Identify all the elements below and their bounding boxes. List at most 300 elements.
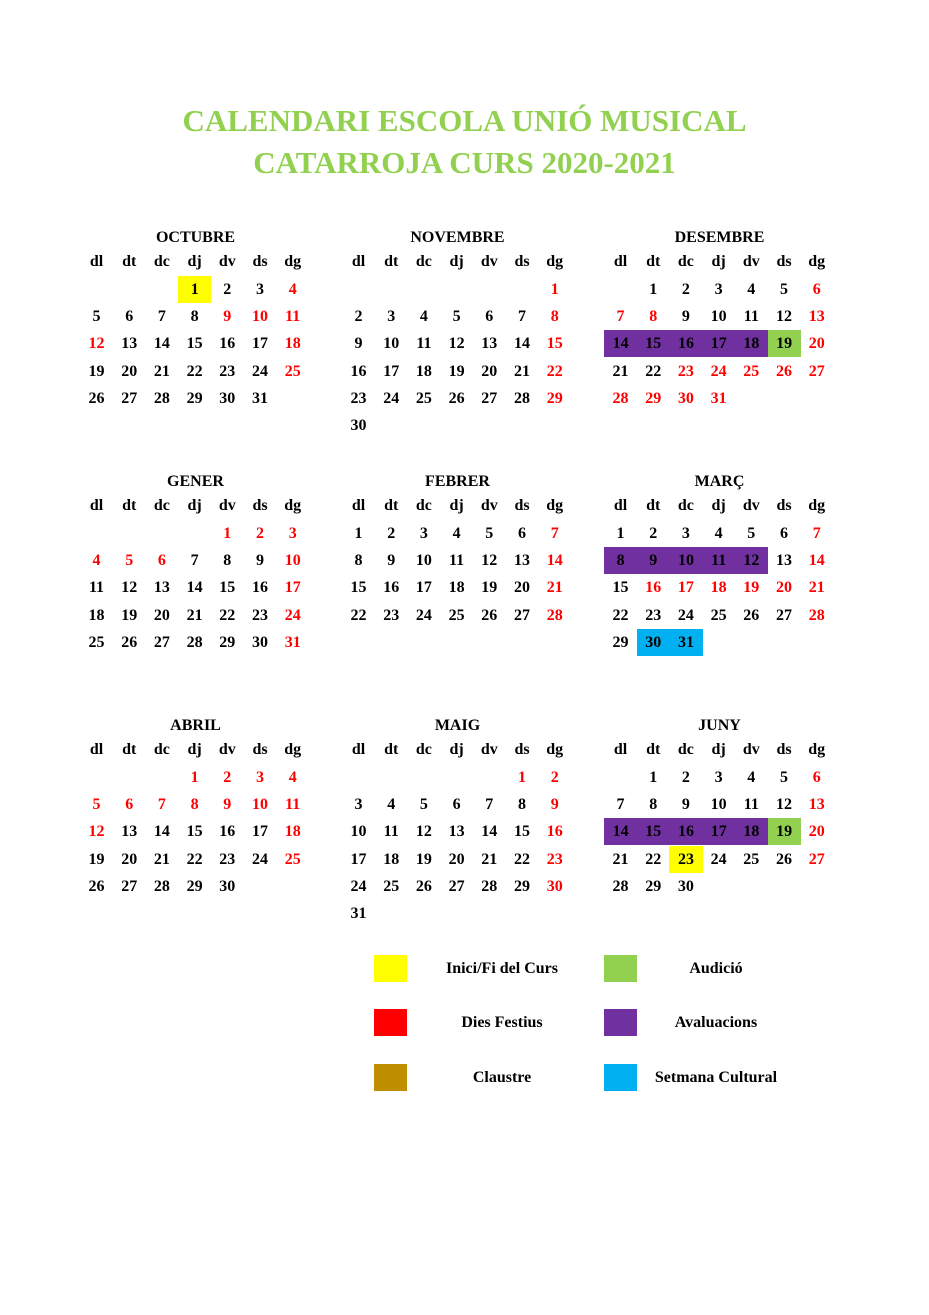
month-name: OCTUBRE — [155, 229, 236, 246]
day-cell: 23 — [350, 389, 367, 407]
day-cell: 10 — [252, 308, 268, 326]
day-cell: 22 — [645, 850, 662, 868]
day-cell: 18 — [284, 335, 301, 353]
day-cell: 7 — [485, 796, 494, 814]
day-cell: 7 — [616, 308, 625, 326]
day-cell: 6 — [812, 769, 821, 786]
day-cell: 24 — [350, 877, 367, 895]
day-cell: 11 — [743, 796, 759, 814]
day-cell: 2 — [681, 281, 690, 298]
day-cell: 28 — [153, 389, 170, 407]
weekday-header: dc — [415, 741, 432, 758]
title-line-2: CATARROJA CURS 2020-2021 — [253, 145, 676, 180]
day-cell: 12 — [88, 823, 105, 841]
day-cell: 26 — [776, 362, 792, 380]
day-cell: 2 — [550, 769, 559, 786]
day-cell: 13 — [808, 796, 825, 814]
day-cell: 15 — [514, 823, 530, 841]
day-cell: 10 — [710, 308, 727, 326]
day-cell: 27 — [808, 850, 825, 868]
day-cell: 3 — [681, 525, 690, 542]
weekday-header: dc — [415, 497, 432, 514]
day-cell: 13 — [121, 335, 138, 353]
day-cell: 28 — [514, 389, 530, 407]
day-cell: 3 — [714, 281, 723, 298]
day-cell: 16 — [350, 362, 367, 380]
legend-label: Inici/Fi del Curs — [445, 960, 558, 977]
weekday-header: dl — [89, 253, 104, 270]
day-cell: 16 — [669, 818, 702, 845]
day-cell: 7 — [550, 525, 559, 542]
calendar-title — [0, 100, 929, 184]
day-cell: 27 — [121, 877, 138, 895]
day-cell: 14 — [808, 552, 825, 570]
day-cell: 15 — [637, 818, 670, 845]
day-cell: 21 — [481, 850, 498, 868]
day-cell: 27 — [776, 606, 792, 624]
weekday-header: dc — [677, 741, 694, 758]
day-cell: 25 — [743, 362, 760, 380]
month-octubre — [80, 228, 311, 458]
weekday-header: dc — [153, 497, 170, 514]
day-cell: 24 — [710, 850, 727, 868]
day-cell: 23 — [252, 606, 268, 624]
day-cell: 9 — [223, 796, 232, 814]
day-cell: 1 — [649, 281, 658, 298]
day-cell: 21 — [153, 362, 170, 380]
day-cell: 5 — [419, 796, 428, 814]
title-line-1: CALENDARI ESCOLA UNIÓ MUSICAL — [182, 103, 747, 138]
weekday-header: ds — [514, 253, 530, 270]
day-cell: 19 — [88, 362, 105, 380]
day-cell: 22 — [186, 850, 203, 868]
month-març — [604, 472, 835, 702]
day-cell: 3 — [419, 525, 428, 542]
day-cell: 26 — [481, 606, 498, 624]
day-cell: 15 — [219, 579, 236, 597]
month-name: MAIG — [434, 717, 481, 734]
day-cell: 13 — [448, 823, 465, 841]
day-cell: 29 — [186, 389, 203, 407]
day-cell: 4 — [747, 281, 756, 298]
month-desembre — [604, 228, 835, 458]
day-cell: 12 — [88, 335, 105, 353]
day-cell: 7 — [518, 308, 526, 326]
legend-label: Avaluacions — [674, 1014, 758, 1031]
weekday-header: dj — [711, 253, 726, 270]
day-cell: 18 — [284, 823, 301, 841]
day-cell: 26 — [121, 633, 138, 651]
day-cell: 1 — [518, 769, 526, 786]
day-cell: 15 — [186, 335, 203, 353]
day-cell: 28 — [808, 606, 825, 624]
day-cell: 24 — [252, 362, 268, 380]
day-cell: 14 — [153, 823, 170, 841]
day-cell: 11 — [383, 823, 399, 841]
day-cell: 30 — [219, 877, 236, 895]
day-cell: 22 — [546, 362, 563, 380]
day-cell: 22 — [219, 606, 236, 624]
day-cell: 30 — [677, 389, 694, 407]
day-cell: 27 — [514, 606, 530, 624]
day-cell: 10 — [252, 796, 268, 814]
day-cell: 5 — [92, 308, 101, 326]
weekday-header: dg — [546, 497, 564, 514]
day-cell: 5 — [485, 525, 494, 542]
day-cell: 19 — [481, 579, 498, 597]
day-cell: 19 — [768, 330, 801, 357]
weekday-header: dt — [384, 253, 399, 270]
day-cell: 12 — [735, 547, 768, 574]
day-cell: 28 — [612, 877, 629, 895]
day-cell: 8 — [190, 796, 199, 814]
day-cell: 17 — [350, 850, 367, 868]
day-cell: 10 — [383, 335, 400, 353]
day-cell: 29 — [612, 633, 629, 651]
weekday-header: dl — [89, 741, 104, 758]
day-cell: 3 — [354, 796, 363, 814]
day-cell: 25 — [448, 606, 465, 624]
day-cell: 24 — [415, 606, 432, 624]
day-cell: 18 — [735, 330, 768, 357]
day-cell: 30 — [219, 389, 236, 407]
day-cell: 7 — [190, 552, 199, 570]
day-cell: 21 — [153, 850, 170, 868]
day-cell: 16 — [669, 330, 702, 357]
day-cell: 16 — [645, 579, 662, 597]
weekday-header: dl — [351, 741, 366, 758]
weekday-header: dv — [742, 497, 760, 514]
day-cell: 24 — [383, 389, 400, 407]
day-cell: 13 — [481, 335, 498, 353]
day-cell: 14 — [546, 552, 563, 570]
day-cell: 12 — [121, 579, 138, 597]
day-cell: 6 — [518, 525, 526, 542]
month-name: DESEMBRE — [674, 229, 765, 246]
day-cell: 25 — [383, 877, 400, 895]
day-cell: 15 — [350, 579, 367, 597]
month-febrer — [342, 472, 573, 702]
day-cell: 19 — [415, 850, 432, 868]
day-cell: 17 — [415, 579, 432, 597]
legend-item-inici-fi — [374, 955, 614, 983]
day-cell: 9 — [387, 552, 396, 570]
day-cell: 5 — [125, 552, 134, 570]
day-cell: 10 — [350, 823, 367, 841]
weekday-header: dv — [480, 497, 498, 514]
day-cell: 20 — [121, 362, 138, 380]
day-cell: 22 — [645, 362, 662, 380]
day-cell: 16 — [546, 823, 563, 841]
weekday-header: dg — [808, 741, 826, 758]
day-cell: 10 — [415, 552, 432, 570]
day-cell: 8 — [604, 547, 637, 574]
month-gener — [80, 472, 311, 702]
day-cell: 15 — [186, 823, 203, 841]
day-cell: 11 — [743, 308, 759, 326]
weekday-header: dj — [187, 497, 202, 514]
weekday-header: ds — [514, 497, 530, 514]
day-cell: 14 — [481, 823, 498, 841]
weekday-header: dv — [218, 741, 236, 758]
day-cell: 6 — [125, 308, 134, 326]
day-cell: 22 — [514, 850, 530, 868]
day-cell: 9 — [550, 796, 559, 814]
weekday-header: dj — [187, 741, 202, 758]
day-cell: 13 — [808, 308, 825, 326]
day-cell: 1 — [178, 276, 211, 303]
day-cell: 4 — [288, 769, 297, 786]
day-cell: 29 — [645, 877, 662, 895]
day-cell: 19 — [768, 818, 801, 845]
day-cell: 31 — [669, 629, 702, 656]
weekday-header: dg — [808, 497, 826, 514]
day-cell: 4 — [714, 525, 723, 542]
day-cell: 11 — [416, 335, 432, 353]
month-novembre — [342, 228, 573, 458]
day-cell: 30 — [677, 877, 694, 895]
day-cell: 20 — [808, 823, 825, 841]
weekday-header: dt — [122, 253, 137, 270]
weekday-header: dc — [677, 253, 694, 270]
day-cell: 15 — [546, 335, 563, 353]
day-cell: 24 — [252, 850, 268, 868]
day-cell: 7 — [157, 796, 166, 814]
day-cell: 4 — [747, 769, 756, 786]
weekday-header: ds — [514, 741, 530, 758]
day-cell: 11 — [702, 547, 735, 574]
day-cell: 8 — [550, 308, 559, 326]
day-cell: 29 — [546, 389, 563, 407]
day-cell: 14 — [153, 335, 170, 353]
day-cell: 31 — [284, 633, 301, 651]
month-juny — [604, 716, 835, 946]
day-cell: 19 — [743, 579, 760, 597]
legend-label: Setmana Cultural — [654, 1069, 778, 1086]
day-cell: 25 — [88, 633, 105, 651]
day-cell: 20 — [808, 335, 825, 353]
weekday-header: dl — [613, 253, 628, 270]
day-cell: 23 — [219, 850, 236, 868]
day-cell: 2 — [681, 769, 690, 786]
day-cell: 9 — [223, 308, 232, 326]
day-cell: 17 — [677, 579, 694, 597]
weekday-header: dv — [480, 253, 498, 270]
day-cell: 26 — [88, 877, 105, 895]
day-cell: 28 — [546, 606, 563, 624]
day-cell: 12 — [776, 796, 792, 814]
day-cell: 13 — [153, 579, 170, 597]
day-cell: 20 — [481, 362, 498, 380]
day-cell: 9 — [681, 796, 690, 814]
month-maig — [342, 716, 573, 946]
day-cell: 18 — [735, 818, 768, 845]
weekday-header: dc — [153, 253, 170, 270]
day-cell: 25 — [710, 606, 727, 624]
weekday-header: dl — [89, 497, 104, 514]
day-cell: 1 — [649, 769, 658, 786]
day-cell: 8 — [518, 796, 526, 814]
day-cell: 20 — [514, 579, 530, 597]
weekday-header: dj — [711, 741, 726, 758]
day-cell: 30 — [546, 877, 563, 895]
day-cell: 31 — [710, 389, 727, 407]
day-cell: 23 — [669, 846, 702, 873]
day-cell: 2 — [354, 308, 363, 326]
day-cell: 11 — [449, 552, 465, 570]
day-cell: 10 — [669, 547, 702, 574]
day-cell: 14 — [604, 818, 637, 845]
day-cell: 3 — [387, 308, 396, 326]
day-cell: 29 — [514, 877, 530, 895]
weekday-header: dj — [711, 497, 726, 514]
weekday-header: dt — [384, 741, 399, 758]
day-cell: 29 — [186, 877, 203, 895]
day-cell: 21 — [546, 579, 563, 597]
day-cell: 2 — [387, 525, 396, 542]
day-cell: 1 — [616, 525, 625, 542]
day-cell: 20 — [448, 850, 465, 868]
day-cell: 7 — [157, 308, 166, 326]
weekday-header: dv — [742, 253, 760, 270]
day-cell: 3 — [288, 525, 297, 542]
weekday-header: dl — [351, 497, 366, 514]
day-cell: 1 — [223, 525, 232, 542]
day-cell: 2 — [649, 525, 658, 542]
weekday-header: dt — [122, 741, 137, 758]
day-cell: 24 — [284, 606, 301, 624]
day-cell: 5 — [780, 281, 788, 298]
day-cell: 3 — [256, 769, 264, 786]
day-cell: 26 — [776, 850, 792, 868]
day-cell: 7 — [812, 525, 821, 542]
day-cell: 26 — [88, 389, 105, 407]
day-cell: 21 — [612, 362, 629, 380]
day-cell: 14 — [604, 330, 637, 357]
weekday-header: ds — [776, 741, 792, 758]
day-cell: 25 — [415, 389, 432, 407]
day-cell: 21 — [514, 362, 530, 380]
day-cell: 7 — [616, 796, 625, 814]
day-cell: 4 — [419, 308, 428, 326]
weekday-header: ds — [776, 497, 792, 514]
weekday-header: dj — [187, 253, 202, 270]
weekday-header: dg — [284, 741, 302, 758]
weekday-header: dv — [218, 253, 236, 270]
day-cell: 24 — [710, 362, 727, 380]
day-cell: 24 — [677, 606, 694, 624]
day-cell: 25 — [284, 850, 301, 868]
weekday-header: dt — [122, 497, 137, 514]
weekday-header: dj — [449, 497, 464, 514]
day-cell: 10 — [710, 796, 727, 814]
day-cell: 6 — [485, 308, 494, 326]
legend-item-audicio — [604, 955, 844, 983]
day-cell: 6 — [125, 796, 134, 814]
day-cell: 10 — [284, 552, 301, 570]
day-cell: 2 — [223, 769, 232, 786]
day-cell: 4 — [288, 281, 297, 298]
weekday-header: dg — [284, 497, 302, 514]
day-cell: 18 — [415, 362, 432, 380]
day-cell: 28 — [481, 877, 498, 895]
month-name: JUNY — [698, 717, 741, 734]
day-cell: 29 — [645, 389, 662, 407]
day-cell: 17 — [252, 335, 268, 353]
day-cell: 1 — [190, 769, 199, 786]
day-cell: 18 — [448, 579, 465, 597]
weekday-header: dg — [808, 253, 826, 270]
day-cell: 28 — [612, 389, 629, 407]
weekday-header: ds — [252, 497, 268, 514]
day-cell: 23 — [383, 606, 400, 624]
weekday-header: dc — [415, 253, 432, 270]
legend-label: Dies Festius — [461, 1014, 543, 1031]
weekday-header: dl — [613, 741, 628, 758]
day-cell: 14 — [514, 335, 530, 353]
day-cell: 5 — [780, 769, 788, 786]
legend-item-claustre — [374, 1064, 614, 1092]
month-abril — [80, 716, 311, 946]
weekday-header: ds — [252, 741, 268, 758]
day-cell: 12 — [448, 335, 465, 353]
day-cell: 22 — [186, 362, 203, 380]
legend-label: Audició — [689, 960, 743, 977]
day-cell: 17 — [252, 823, 268, 841]
legend-label: Claustre — [472, 1069, 532, 1086]
day-cell: 5 — [92, 796, 101, 814]
weekday-header: dc — [153, 741, 170, 758]
day-cell: 31 — [350, 905, 367, 922]
day-cell: 12 — [415, 823, 432, 841]
weekday-header: dj — [449, 741, 464, 758]
day-cell: 30 — [350, 417, 367, 434]
day-cell: 30 — [637, 629, 670, 656]
day-cell: 9 — [681, 308, 690, 326]
day-cell: 23 — [219, 362, 236, 380]
day-cell: 4 — [452, 525, 461, 542]
weekday-header: dl — [613, 497, 628, 514]
day-cell: 21 — [808, 579, 825, 597]
day-cell: 18 — [710, 579, 727, 597]
month-name: MARÇ — [694, 473, 745, 490]
day-cell: 8 — [190, 308, 199, 326]
day-cell: 22 — [612, 606, 629, 624]
month-name: FEBRER — [425, 473, 490, 490]
weekday-header: dj — [449, 253, 464, 270]
day-cell: 27 — [121, 389, 138, 407]
day-cell: 22 — [350, 606, 367, 624]
day-cell: 11 — [285, 796, 301, 814]
day-cell: 6 — [780, 525, 788, 542]
day-cell: 19 — [121, 606, 138, 624]
weekday-header: dg — [284, 253, 302, 270]
day-cell: 16 — [383, 579, 400, 597]
day-cell: 12 — [776, 308, 792, 326]
day-cell: 6 — [812, 281, 821, 298]
weekday-header: dv — [480, 741, 498, 758]
day-cell: 6 — [452, 796, 461, 814]
day-cell: 25 — [284, 362, 301, 380]
month-name: ABRIL — [170, 717, 221, 734]
day-cell: 3 — [256, 281, 264, 298]
day-cell: 16 — [252, 579, 268, 597]
day-cell: 9 — [354, 335, 363, 353]
day-cell: 26 — [415, 877, 432, 895]
weekday-header: dg — [546, 253, 564, 270]
day-cell: 26 — [448, 389, 465, 407]
day-cell: 9 — [256, 552, 264, 570]
